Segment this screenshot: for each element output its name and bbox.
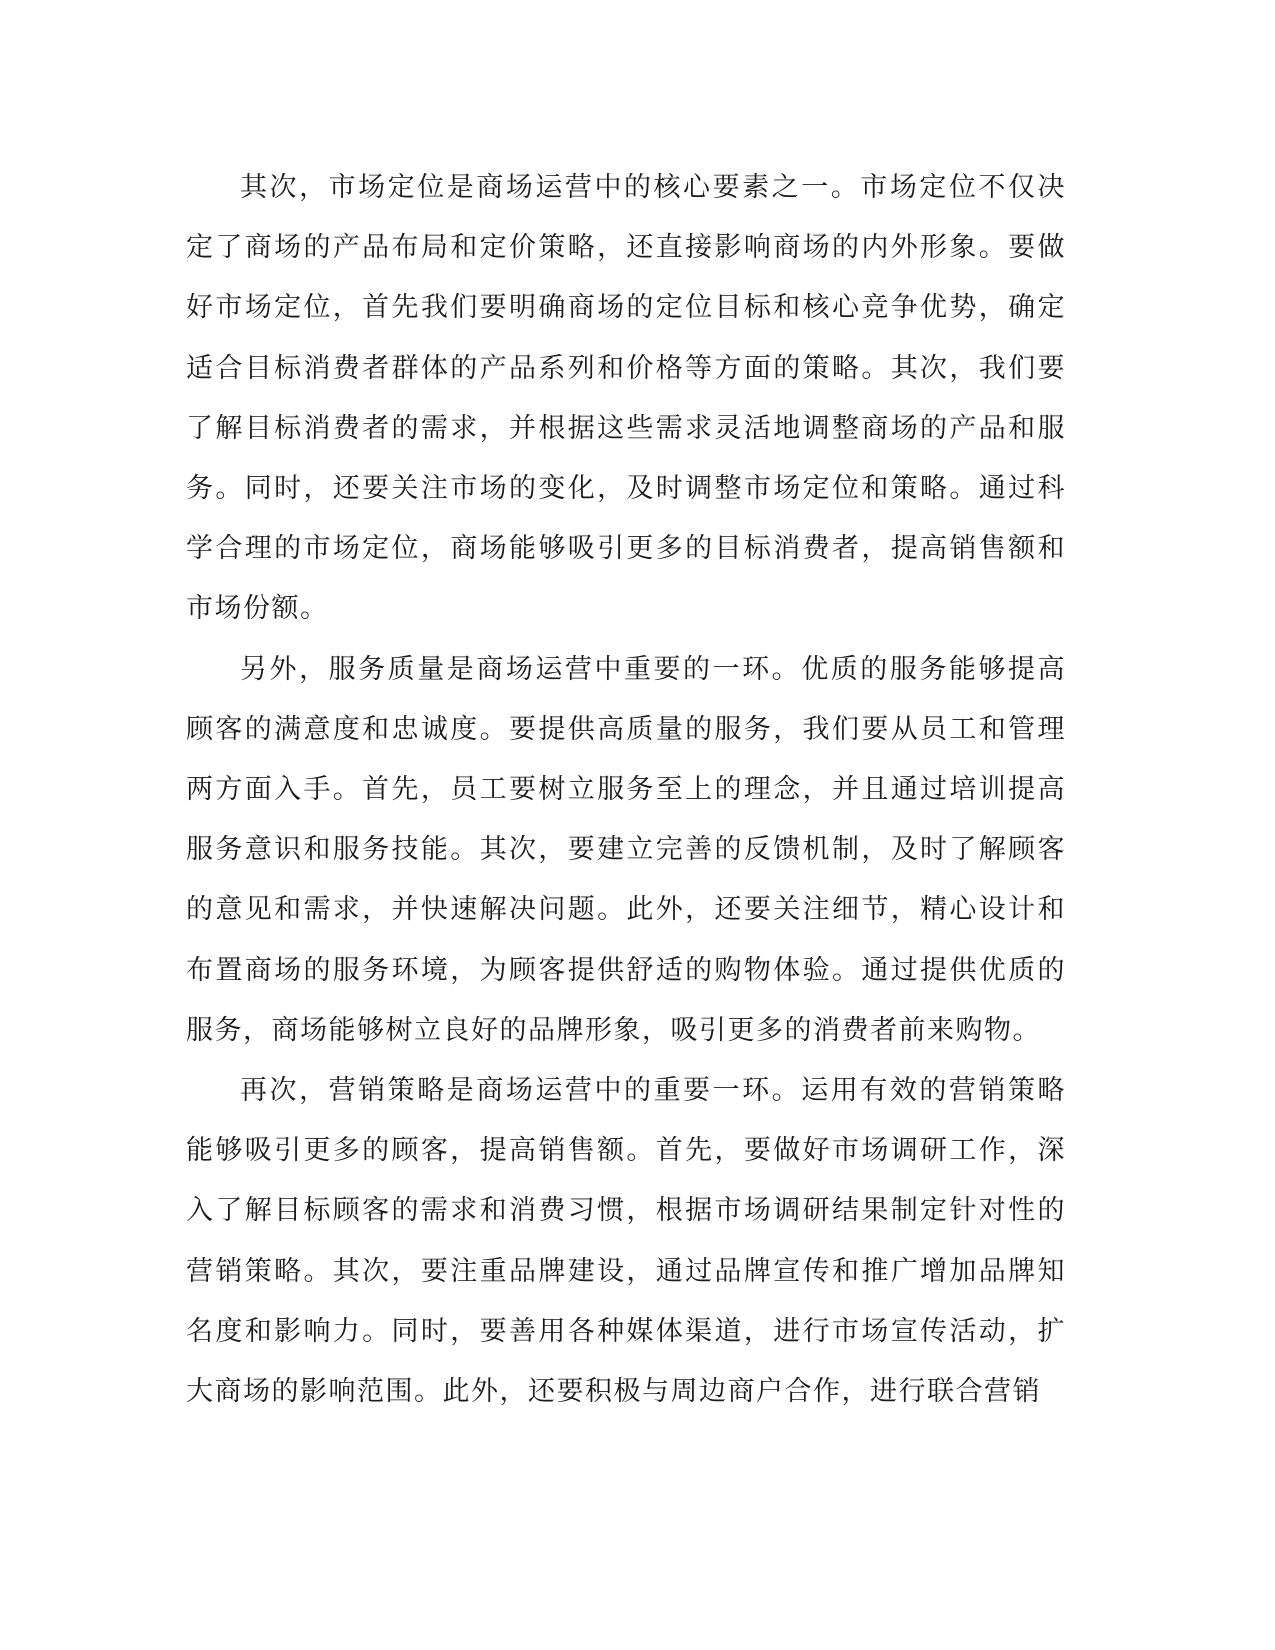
paragraph-service-quality: 另外，服务质量是商场运营中重要的一环。优质的服务能够提高顾客的满意度和忠诚度。要提供高质量的服务，我们要从员工和管理两方面入手。首先，员工要树立服务至上的理念，并且通过培训提高服务意识和服务技能。其次，要建立完善的反馈机制，及时了解顾客的意见和需求，并快速解决问题。此外，还要关注细节，精心设计和布置商场的服务环境，为顾客提供舒适的购物体验。通过提供优质的服务，商场能够树立良好的品牌形象，吸引更多的消费者前来购物。	[186, 653, 1066, 1046]
paragraph-marketing-strategy: 再次，营销策略是商场运营中的重要一环。运用有效的营销策略能够吸引更多的顾客，提高销售额。首先，要做好市场调研工作，深入了解目标顾客的需求和消费习惯，根据市场调研结果制定针对性的营销策略。其次，要注重品牌建设，通过品牌宣传和推广增加品牌知名度和影响力。同时，要善用各种媒体渠道，进行市场宣传活动，扩大商场的影响范围。此外，还要积极与周边商户合作，进行联合营销	[186, 1075, 1066, 1408]
paragraph-market-positioning: 其次，市场定位是商场运营中的核心要素之一。市场定位不仅决定了商场的产品布局和定价策略，还直接影响商场的内外形象。要做好市场定位，首先我们要明确商场的定位目标和核心竞争优势，确定适合目标消费者群体的产品系列和价格等方面的策略。其次，我们要了解目标消费者的需求，并根据这些需求灵活地调整商场的产品和服务。同时，还要关注市场的变化，及时调整市场定位和策略。通过科学合理的市场定位，商场能够吸引更多的目标消费者，提高销售额和市场份额。	[186, 172, 1066, 625]
document-body	[186, 158, 1066, 1422]
